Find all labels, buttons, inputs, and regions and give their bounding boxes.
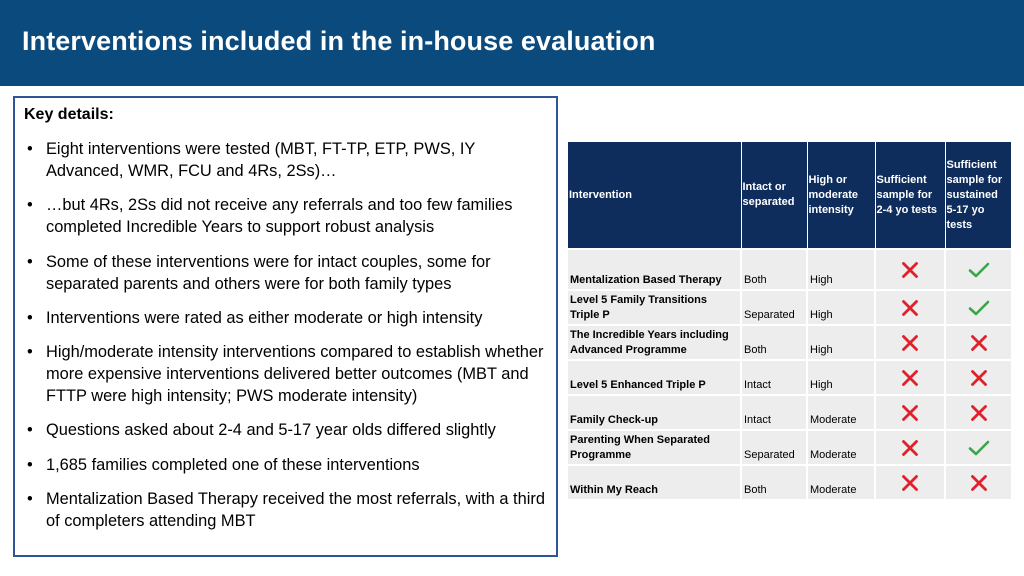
cell-sample-5-17: [945, 290, 1011, 325]
table-row: [568, 360, 1011, 395]
cell-family-type: Separated: [741, 430, 807, 465]
bullet-item: • Interventions were rated as either moderate or high intensity: [24, 307, 554, 329]
cross-icon: [876, 404, 944, 422]
table-row: [568, 290, 1011, 325]
cell-sample-5-17: [945, 325, 1011, 360]
cell-intervention: Parenting When Separated Programme: [568, 430, 741, 465]
cell-sample-2-4: [875, 360, 945, 395]
table-row: [568, 465, 1011, 499]
cell-sample-5-17: [945, 360, 1011, 395]
title-bar: [0, 0, 1024, 86]
bullet-item: • Eight interventions were tested (MBT, FT-TP, ETP, PWS, IY Advanced, WMR, FCU and 4Rs, 2Ss)…: [24, 138, 554, 182]
cell-intervention: Level 5 Family Transitions Triple P: [568, 290, 741, 325]
cross-icon: [876, 474, 944, 492]
cell-sample-5-17: [945, 249, 1011, 290]
check-icon: [946, 261, 1011, 279]
bullet-item: • High/moderate intensity interventions compared to establish whether more expensive interventions delivered better outcomes (MBT and FTTP were high intensity; PWS moderate intensity): [24, 341, 554, 407]
column-header-family-type: Intact or separated: [741, 142, 807, 249]
cell-intensity: High: [807, 325, 875, 360]
cross-icon: [876, 299, 944, 317]
page-title: Interventions included in the in-house evaluation: [22, 26, 656, 56]
column-header-sample-2-4: Sufficient sample for 2-4 yo tests: [875, 142, 945, 249]
cell-intervention: Within My Reach: [568, 465, 741, 499]
table-row: [568, 249, 1011, 290]
cell-intervention: Level 5 Enhanced Triple P: [568, 360, 741, 395]
table-row: [568, 325, 1011, 360]
table-row: [568, 430, 1011, 465]
cell-intensity: High: [807, 290, 875, 325]
cell-sample-5-17: [945, 395, 1011, 430]
table-header-row: [568, 142, 1011, 249]
column-header-sample-5-17: Sufficient sample for sustained 5-17 yo tests: [945, 142, 1011, 249]
cell-family-type: Intact: [741, 395, 807, 430]
cell-sample-5-17: [945, 430, 1011, 465]
cross-icon: [946, 474, 1011, 492]
check-icon: [946, 299, 1011, 317]
cell-intervention: Mentalization Based Therapy: [568, 249, 741, 290]
check-icon: [946, 439, 1011, 457]
cell-intensity: Moderate: [807, 395, 875, 430]
key-details-list: [24, 138, 554, 544]
cross-icon: [876, 439, 944, 457]
cell-intensity: Moderate: [807, 430, 875, 465]
cell-family-type: Both: [741, 325, 807, 360]
cell-sample-2-4: [875, 249, 945, 290]
cell-intensity: Moderate: [807, 465, 875, 499]
bullet-item: • …but 4Rs, 2Ss did not receive any referrals and too few families completed Incredible Years to support robust analysis: [24, 194, 554, 238]
interventions-table: [568, 142, 1011, 499]
column-header-intensity: High or moderate intensity: [807, 142, 875, 249]
cell-sample-2-4: [875, 325, 945, 360]
key-details-title: Key details:: [24, 106, 114, 123]
table-row: [568, 395, 1011, 430]
cross-icon: [946, 369, 1011, 387]
cell-sample-2-4: [875, 290, 945, 325]
cross-icon: [876, 334, 944, 352]
cross-icon: [876, 369, 944, 387]
cross-icon: [946, 334, 1011, 352]
cell-sample-2-4: [875, 395, 945, 430]
bullet-item: • 1,685 families completed one of these interventions: [24, 454, 554, 476]
column-header-intervention: Intervention: [568, 142, 741, 249]
cell-intensity: High: [807, 249, 875, 290]
cell-intervention: Family Check-up: [568, 395, 741, 430]
cell-intervention: The Incredible Years including Advanced Programme: [568, 325, 741, 360]
cross-icon: [946, 404, 1011, 422]
cell-family-type: Intact: [741, 360, 807, 395]
cell-sample-5-17: [945, 465, 1011, 499]
cell-family-type: Both: [741, 465, 807, 499]
cell-intensity: High: [807, 360, 875, 395]
key-details-box: [13, 96, 558, 557]
cell-family-type: Both: [741, 249, 807, 290]
cross-icon: [876, 261, 944, 279]
cell-sample-2-4: [875, 430, 945, 465]
bullet-item: • Mentalization Based Therapy received the most referrals, with a third of completers attending MBT: [24, 488, 554, 532]
bullet-item: • Some of these interventions were for intact couples, some for separated parents and others were for both family types: [24, 251, 554, 295]
cell-sample-2-4: [875, 465, 945, 499]
bullet-item: • Questions asked about 2-4 and 5-17 year olds differed slightly: [24, 419, 554, 441]
cell-family-type: Separated: [741, 290, 807, 325]
